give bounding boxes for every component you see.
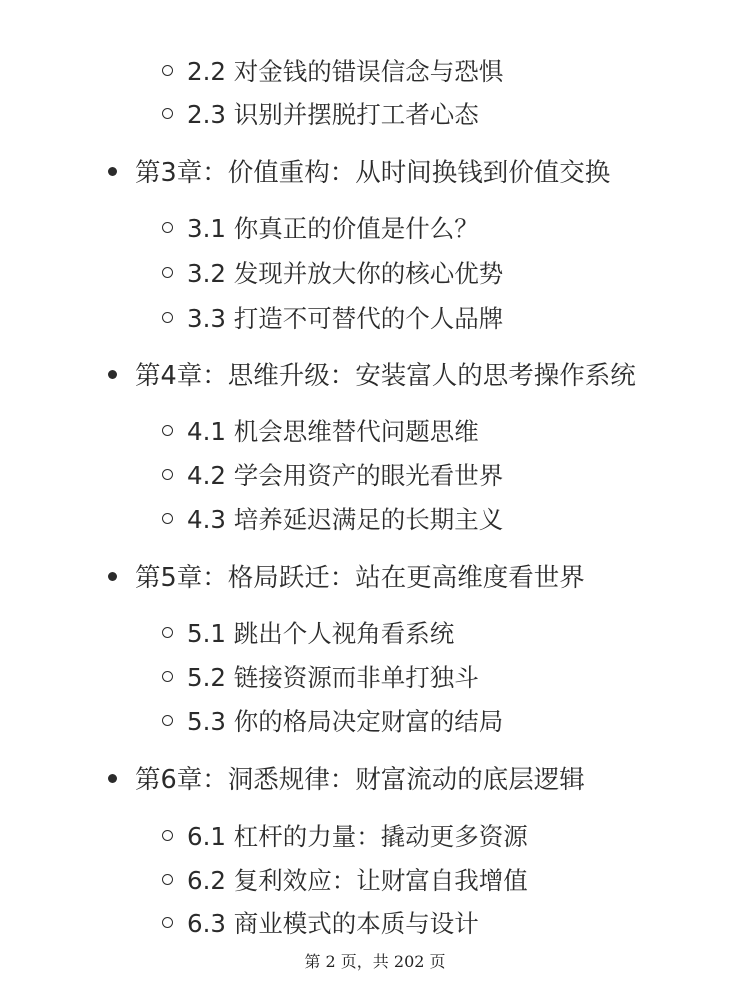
toc-entry-text: 第6章：洞悉规律：财富流动的底层逻辑 <box>135 765 585 795</box>
toc-entry-text: 4.3 培养延迟满足的长期主义 <box>187 505 504 534</box>
hollow-bullet-icon <box>162 917 173 928</box>
toc-entry-text: 5.2 链接资源而非单打独斗 <box>187 663 479 692</box>
toc-entry-text: 2.2 对金钱的错误信念与恐惧 <box>187 57 504 86</box>
toc-entry-text: 3.3 打造不可替代的个人品牌 <box>187 304 504 333</box>
toc-section-2-2[interactable] <box>162 55 503 87</box>
hollow-bullet-icon <box>162 627 173 638</box>
hollow-bullet-icon <box>162 671 173 682</box>
hollow-bullet-icon <box>162 65 173 76</box>
toc-entry-text: 3.2 发现并放大你的核心优势 <box>187 259 504 288</box>
toc-entry-text: 4.2 学会用资产的眼光看世界 <box>187 461 504 490</box>
toc-entry-text: 3.1 你真正的价值是什么？ <box>187 214 479 243</box>
toc-entry-text: 第5章：格局跃迁：站在更高维度看世界 <box>135 563 585 593</box>
hollow-bullet-icon <box>162 715 173 726</box>
toc-entry-text: 6.2 复利效应：让财富自我增值 <box>187 866 528 895</box>
toc-section-4-3[interactable] <box>162 503 503 535</box>
toc-entry-text: 5.1 跳出个人视角看系统 <box>187 619 455 648</box>
toc-section-3-2[interactable] <box>162 257 503 289</box>
hollow-bullet-icon <box>162 108 173 119</box>
toc-entry-text: 2.3 识别并摆脱打工者心态 <box>187 100 479 129</box>
toc-chapter-3[interactable] <box>108 155 610 189</box>
toc-section-5-3[interactable] <box>162 705 503 737</box>
hollow-bullet-icon <box>162 267 173 278</box>
hollow-bullet-icon <box>162 222 173 233</box>
hollow-bullet-icon <box>162 513 173 524</box>
toc-entry-text: 第4章：思维升级：安装富人的思考操作系统 <box>135 361 636 391</box>
toc-entry-text: 6.1 杠杆的力量：撬动更多资源 <box>187 822 528 851</box>
toc-chapter-6[interactable] <box>108 762 585 796</box>
filled-bullet-icon <box>108 167 117 176</box>
toc-section-4-2[interactable] <box>162 459 503 491</box>
toc-entry-text: 6.3 商业模式的本质与设计 <box>187 909 479 938</box>
filled-bullet-icon <box>108 572 117 581</box>
toc-section-3-3[interactable] <box>162 302 503 334</box>
toc-entry-text: 第3章：价值重构：从时间换钱到价值交换 <box>135 158 611 188</box>
toc-entry-text: 4.1 机会思维替代问题思维 <box>187 417 479 446</box>
toc-section-5-2[interactable] <box>162 661 479 693</box>
hollow-bullet-icon <box>162 874 173 885</box>
toc-section-4-1[interactable] <box>162 415 479 447</box>
toc-section-5-1[interactable] <box>162 617 454 649</box>
hollow-bullet-icon <box>162 425 173 436</box>
filled-bullet-icon <box>108 370 117 379</box>
hollow-bullet-icon <box>162 312 173 323</box>
toc-entry-text: 5.3 你的格局决定财富的结局 <box>187 707 504 736</box>
toc-section-6-2[interactable] <box>162 864 528 896</box>
toc-section-2-3[interactable] <box>162 98 479 130</box>
filled-bullet-icon <box>108 774 117 783</box>
hollow-bullet-icon <box>162 469 173 480</box>
toc-section-6-1[interactable] <box>162 820 528 852</box>
toc-section-3-1[interactable] <box>162 212 479 244</box>
toc-section-6-3[interactable] <box>162 907 479 939</box>
toc-chapter-4[interactable] <box>108 358 636 392</box>
hollow-bullet-icon <box>162 830 173 841</box>
page-number-footer: 第 2 页，共 202 页 <box>304 952 446 971</box>
toc-chapter-5[interactable] <box>108 560 585 594</box>
